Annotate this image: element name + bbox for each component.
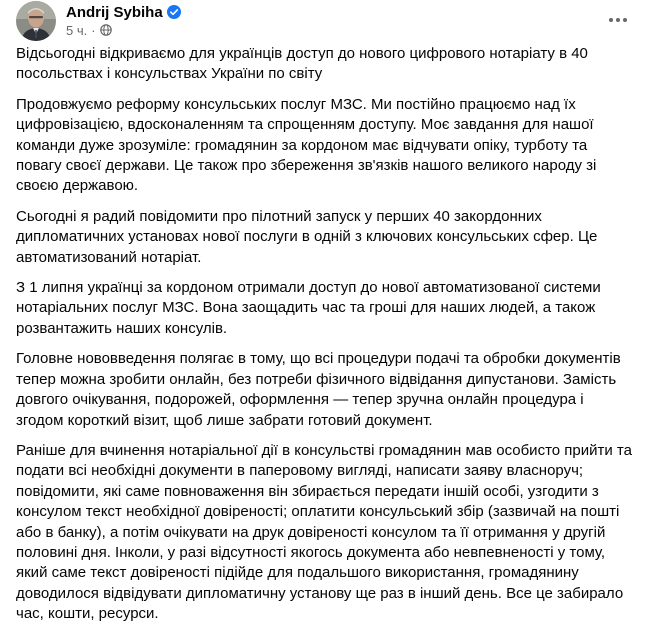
post-paragraph: Відсьогодні відкриваємо для українців доступ до нового цифрового нотаріату в 40 посольствах і консульствах України по світу [16,45,588,83]
author-block [66,2,181,38]
post-timestamp[interactable]: 5 ч. [66,22,88,38]
post-paragraph: З 1 липня українці за кордоном отримали доступ до нової автоматизованої системи нотаріальних послуг МЗС. Вона заощадить час та гроші для наших людей, а також розвантажить наших консулів. [16,279,601,337]
meta-separator: · [91,22,96,38]
post-paragraph: Продовжуємо реформу консульських послуг МЗС. Ми постійно працюємо над їх цифровізацією, вдосконаленням та спрощенням доступу. Моє завдання для нашої команди дуже зрозуміле: громадянин за кордоном має відчувати опіку, турботу та повагу своєї держави. Це також про збереження зв'язків нашого великого народу зі своєю державою. [16,95,597,195]
author-name[interactable]: Andrij Sybiha [66,3,163,21]
author-row [66,2,181,22]
post-header [16,0,634,44]
author-avatar[interactable] [16,1,56,41]
post-paragraph: Раніше для вчинення нотаріальної дії в консульстві громадянин мав особисто прийти та подати всі необхідні документи в паперовому вигляді, написати заяву власноруч; повідомити, які саме повноваження він збирається передати іншій особі, узгодити з консулом текст необхідної довіреності; оплатити консульський збір (зазвичай на пошті або в банку), а потім очікувати на друк довіреності консулом та її отримання у другій половині дня. Інколи, у разі відсутності якогось документа або невпевненості у тому, який саме текст довіреності підійде для подальшого використання, громадянину доводилося відвідувати дипломатичну установу ще раз в інший день. Все це забирало час, кошти, ресурси. [16,441,632,623]
post-paragraph: Сьогодні я радий повідомити про пілотний запуск у перших 40 закордонних дипломатичних установах нової послуги в одній з ключових консульських сфер. Це автоматизований нотаріат. [16,207,598,266]
more-options-icon[interactable] [600,6,636,34]
globe-icon[interactable] [100,24,112,36]
post-meta [66,22,181,38]
post-paragraph: Головне нововведення полягає в тому, що всі процедури подачі та обробки документів тепер можна зробити онлайн, без потреби фізичного відвідання дипустанови. Замість довгого очікування, подорожей, оформлення — тепер зручна онлайн процедура і згодом короткий візит, щоб лише забрати готовий документ. [16,350,621,429]
verified-badge-icon [167,5,181,19]
post-body [16,44,634,625]
